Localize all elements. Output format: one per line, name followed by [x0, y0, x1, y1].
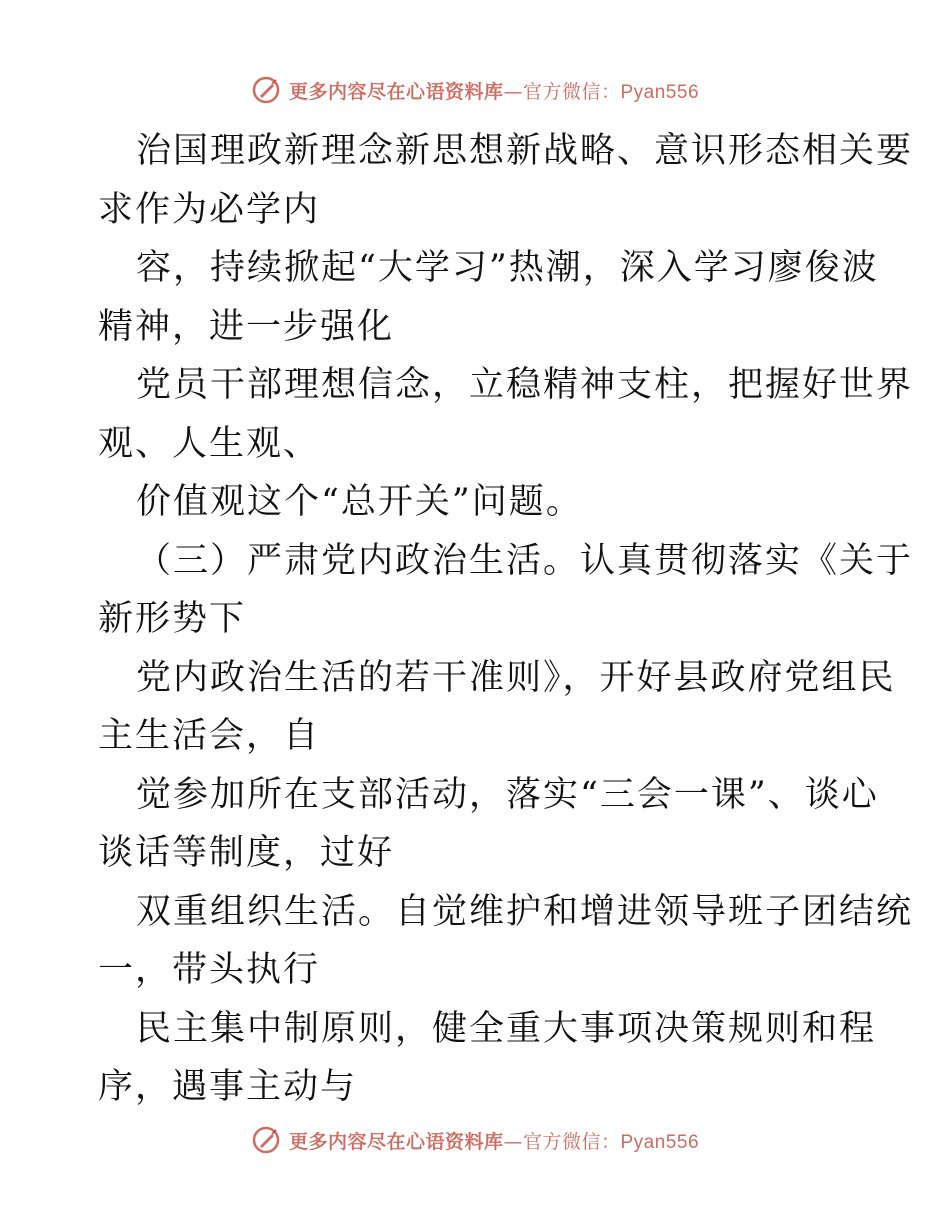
header-watermark [0, 70, 950, 110]
text-line: 民主集中制原则，健全重大事项决策规则和程 [136, 1008, 877, 1049]
text-line: 容，持续掀起“大学习”热潮，深入学习廖俊波 [136, 248, 879, 288]
text-line: 治国理政新理念新思想新战略、意识形态相关要 [136, 131, 914, 171]
text-line: 谈话等制度，过好 [98, 833, 395, 873]
text-line: （三）严肃党内政治生活。认真贯彻落实《关于 [136, 540, 914, 581]
watermark-text: 更多内容尽在心语资料库—官方微信：Pyan556 [288, 1130, 700, 1153]
quill-logo-icon [251, 1125, 281, 1155]
text-line: 觉参加所在支部活动，落实“三会一课”、谈心 [136, 774, 879, 815]
text-line: 新形势下 [98, 599, 247, 639]
document-body [98, 122, 914, 1117]
text-line: 求作为必学内 [98, 189, 321, 230]
text-line: 观、人生观、 [98, 423, 321, 464]
text-line: 序，遇事主动与 [98, 1067, 358, 1107]
watermark-text: 更多内容尽在心语资料库—官方微信：Pyan556 [288, 80, 700, 103]
text-line: 一，带头执行 [98, 950, 321, 990]
text-line: 党内政治生活的若干准则》，开好县政府党组民 [136, 657, 896, 698]
text-line: 主生活会，自 [98, 716, 321, 756]
text-line: 价值观这个“总开关”问题。 [136, 482, 583, 522]
text-line: 双重组织生活。自觉维护和增进领导班子团结统 [136, 891, 914, 932]
text-line: 精神，进一步强化 [98, 306, 395, 347]
footer-watermark [0, 1120, 950, 1160]
quill-logo-icon [251, 75, 281, 105]
text-line: 党员干部理想信念，立稳精神支柱，把握好世界 [136, 365, 914, 405]
